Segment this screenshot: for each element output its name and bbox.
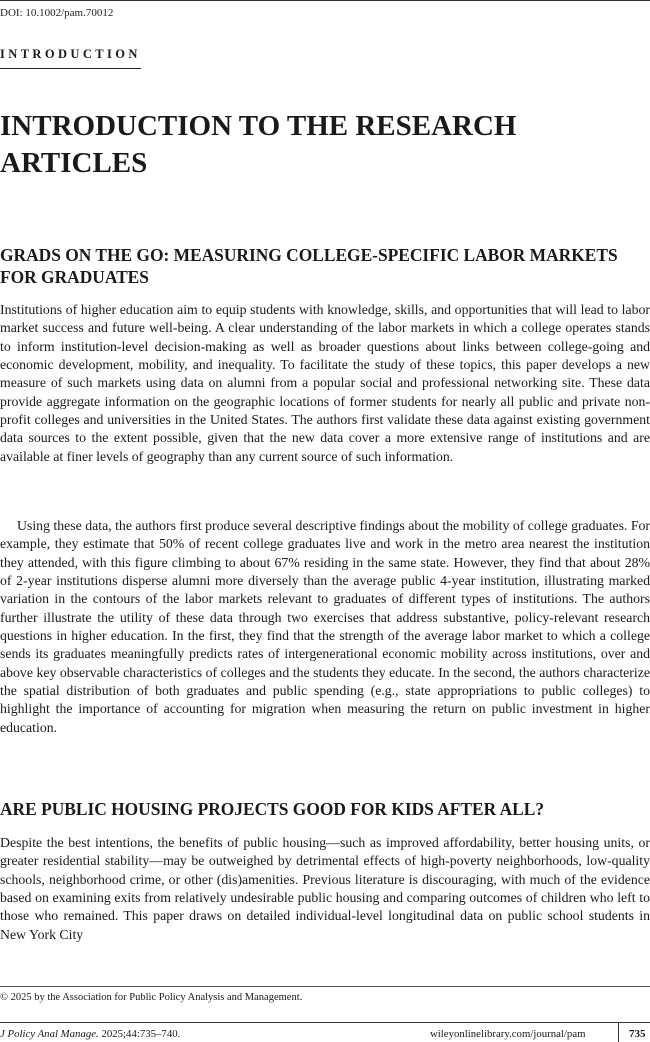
- journal-citation: [0, 1028, 180, 1040]
- section-label: INTRODUCTION: [0, 47, 141, 61]
- section-underline: [0, 68, 141, 69]
- doi-line: DOI: 10.1002/pam.70012: [0, 7, 114, 19]
- page-number-divider: [618, 1023, 619, 1042]
- copyright-notice: © 2025 by the Association for Public Policy Analysis and Management.: [0, 992, 303, 1003]
- page-number: 735: [629, 1028, 646, 1040]
- article-1-paragraph-2: Using these data, the authors first produce several descriptive findings about the mobility of college graduates. For example, they estimate that 50% of recent college graduates live and work in the metro area nearest the institution they attended, with this figure climbing to about 67% residing in the same state. However, they find that about 28% of 2-year institutions disperse alumni more diversely than the average public 4-year institution, illustrating marked variation in the contours of the labor markets relevant to graduates of different types of institutions. The authors further illustrate the utility of these data through two exercises that address substantive, policy-relevant research questions in higher education. In the first, they find that the strength of the average labor market to which a college sends its graduates meaningfully predicts rates of intergenerational economic mobility across institutions, over and above key observable characteristics of colleges and the students they educate. In the second, the authors characterize the spatial distribution of both graduates and public spending (e.g., state appropriations to public colleges) to highlight the importance of accounting for migration when measuring the return on public investment in higher education.: [0, 518, 650, 735]
- journal-url[interactable]: wileyonlinelibrary.com/journal/pam: [430, 1028, 586, 1040]
- page-title: INTRODUCTION TO THE RESEARCH ARTICLES: [0, 110, 517, 179]
- article-heading-public-housing: ARE PUBLIC HOUSING PROJECTS GOOD FOR KIDS AFTER ALL?: [0, 799, 545, 819]
- article-1-paragraph-1: Institutions of higher education aim to equip students with knowledge, skills, and opportunities that will lead to labor market success and future well-being. A clear understanding of the labor markets in which a college operates stands to inform institution-level decision-making as well as broader questions about links between college-going and economic development, mobility, and inequality. To facilitate the study of these topics, this paper develops a new measure of such markets using data on alumni from a popular social and professional networking site. These data provide aggregate information on the geographic locations of former students for nearly all public and private non-profit colleges and universities in the United States. The authors first validate these data against existing government data sources to the extent possible, given that the new data cover a more extensive range of institutions and are available at finer levels of geography than any current source of such information.: [0, 302, 650, 464]
- copyright-rule: [0, 986, 650, 987]
- journal-volume-pages: 2025;44:735–740.: [101, 1028, 181, 1040]
- article-heading-grads-on-the-go: GRADS ON THE GO: MEASURING COLLEGE-SPECIFIC LABOR MARKETS FOR GRADUATES: [0, 245, 618, 287]
- article-2-paragraph-1: Despite the best intentions, the benefits of public housing—such as improved affordability, better housing units, or greater residential stability—may be outweighed by detrimental effects of high-poverty neighborhoods, low-quality schools, neighborhood crime, or other (dis)amenities. Previous literature is discouraging, with much of the evidence based on examining exits from relatively undesirable public housing and comparing outcomes of children who left to those who remained. This paper draws on detailed individual-level longitudinal data on public school students in New York City: [0, 835, 650, 942]
- journal-name: J Policy Anal Manage.: [0, 1028, 99, 1040]
- top-rule: [0, 0, 650, 1]
- footer-rule: [0, 1022, 650, 1023]
